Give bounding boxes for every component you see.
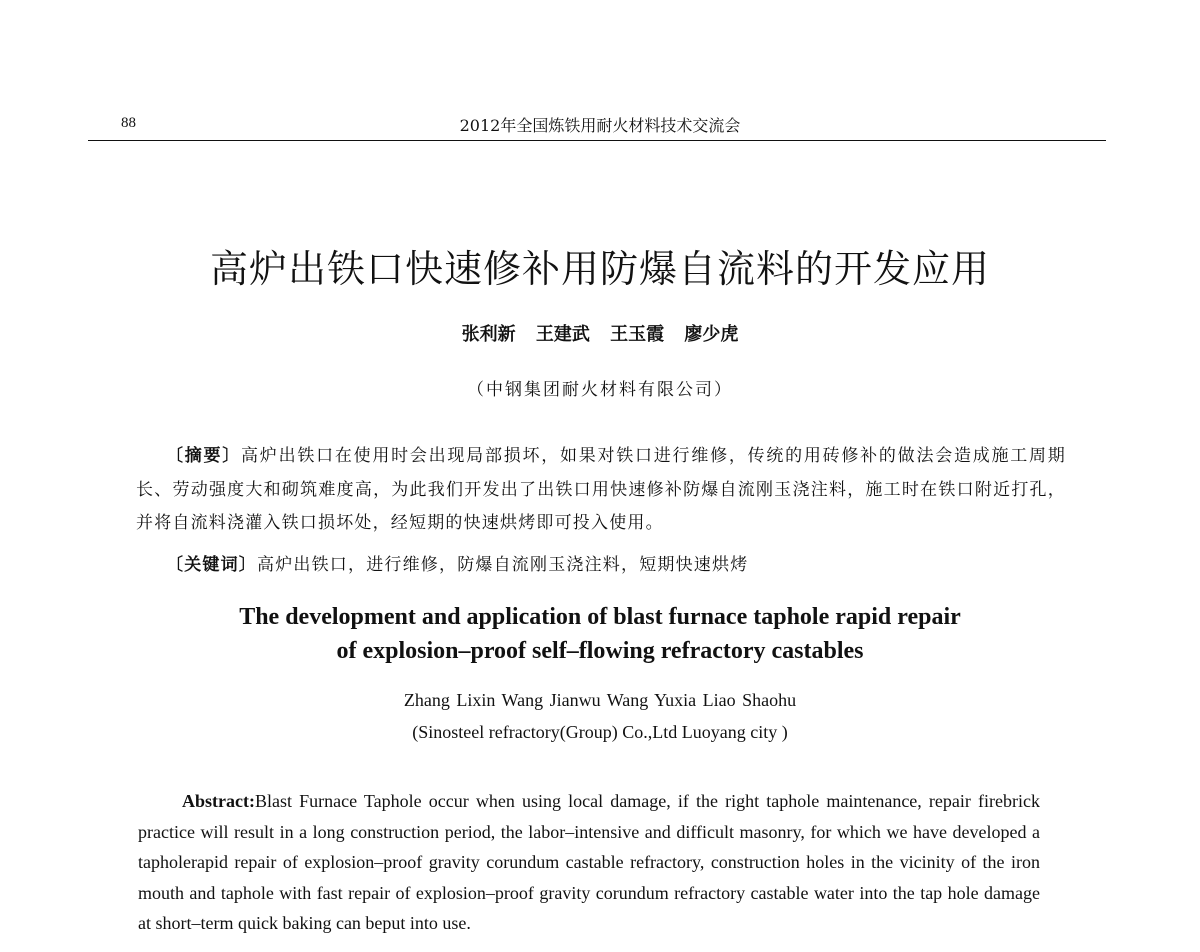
chinese-abstract-text: 高炉出铁口在使用时会出现局部损坏，如果对铁口进行维修，传统的用砖修补的做法会造成施工周期长、劳动强度大和砌筑难度高，为此我们开发出了出铁口用快速修补防爆自流刚玉浇注料，施工时在铁口附近打孔，并将自流料浇灌入铁口损坏处，经短期的快速烘烤即可投入使用。 bbox=[136, 446, 1066, 533]
english-abstract-label: Abstract: bbox=[182, 791, 255, 811]
english-title-line-1: The development and application of blast furnace taphole rapid repair bbox=[239, 604, 961, 630]
page-number: 88 bbox=[121, 115, 136, 131]
chinese-keywords bbox=[166, 550, 748, 575]
english-title-line-2: of explosion–proof self–flowing refractory castables bbox=[336, 638, 864, 664]
running-header: 2012年全国炼铁用耐火材料技术交流会 bbox=[459, 116, 741, 135]
header-divider bbox=[88, 140, 1106, 141]
chinese-keywords-label: 〔关键词〕 bbox=[166, 555, 257, 575]
chinese-affiliation: （中钢集团耐火材料有限公司） bbox=[467, 380, 733, 400]
english-title bbox=[0, 600, 1200, 668]
english-affiliation: (Sinosteel refractory(Group) Co.,Ltd Luoyang city ) bbox=[412, 722, 788, 742]
english-abstract-text: Blast Furnace Taphole occur when using local damage, if the right taphole maintenance, repair firebrick practice will result in a long construction period, the labor–intensive and difficult masonry, for which we have developed a tapholerapid repair of explosion–proof gravity corundum castable refractory, construction holes in the vicinity of the iron mouth and taphole with fast repair of explosion–proof gravity corundum refractory castable water into the tap hole damage at short–term quick baking can beput into use. bbox=[138, 791, 1040, 933]
chinese-abstract bbox=[136, 440, 1066, 541]
chinese-keywords-text: 高炉出铁口，进行维修，防爆自流刚玉浇注料，短期快速烘烤 bbox=[257, 555, 749, 575]
english-abstract bbox=[138, 786, 1040, 939]
english-authors: Zhang Lixin Wang Jianwu Wang Yuxia Liao Shaohu bbox=[403, 690, 797, 710]
chinese-authors: 张利新 王建武 王玉霞 廖少虎 bbox=[461, 324, 739, 345]
chinese-abstract-label: 〔摘要〕 bbox=[166, 446, 242, 466]
chinese-title: 高炉出铁口快速修补用防爆自流料的开发应用 bbox=[209, 247, 990, 291]
